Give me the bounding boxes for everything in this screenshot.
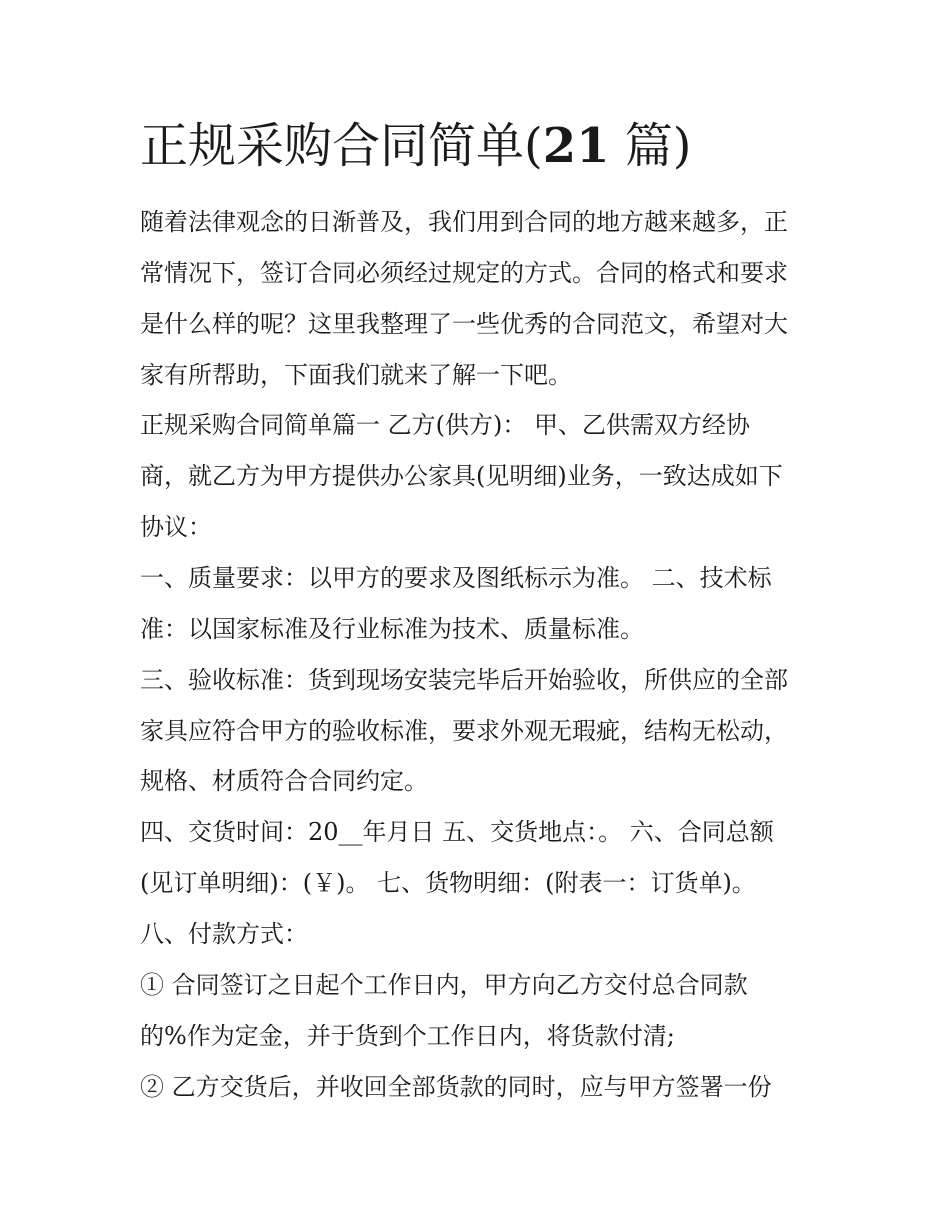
body-line: 是什么样的呢？这里我整理了一些优秀的合同范文，希望对大 xyxy=(140,310,788,338)
title-prefix: 正规采购合同简单( xyxy=(140,118,543,174)
document-title xyxy=(140,116,692,176)
body-line: 随着法律观念的日渐普及，我们用到合同的地方越来越多，正 xyxy=(140,208,788,236)
title-number: 21 xyxy=(542,118,610,174)
body-line: 家有所帮助，下面我们就来了解一下吧。 xyxy=(140,361,572,389)
body-line: 商，就乙方为甲方提供办公家具(见明细)业务，一致达成如下 xyxy=(140,462,783,490)
body-line: 常情况下，签订合同必须经过规定的方式。合同的格式和要求 xyxy=(140,259,788,287)
body-line: 协议： xyxy=(140,513,212,541)
body-line: (见订单明细)：(￥)。 七、货物明细：(附表一：订货单)。 xyxy=(140,869,756,897)
body-line: ② 乙方交货后，并收回全部货款的同时，应与甲方签署一份 xyxy=(140,1073,772,1101)
body-line: 三、验收标准：货到现场安装完毕后开始验收，所供应的全部 xyxy=(140,666,788,694)
body-line: 家具应符合甲方的验收标准，要求外观无瑕疵，结构无松动， xyxy=(140,717,788,745)
body-line: 八、付款方式： xyxy=(140,920,308,948)
body-line: 正规采购合同简单篇一 乙方(供方)： 甲、乙供需双方经协 xyxy=(140,411,750,439)
body-line: 一、质量要求：以甲方的要求及图纸标示为准。 二、技术标 xyxy=(140,564,772,592)
body-line: 四、交货时间：20__年月日 五、交货地点：。 六、合同总额 xyxy=(140,818,774,846)
body-line: 准：以国家标准及行业标准为技术、质量标准。 xyxy=(140,615,644,643)
title-suffix: 篇) xyxy=(609,118,692,174)
body-line: ① 合同签订之日起个工作日内，甲方向乙方交付总合同款 xyxy=(140,971,748,999)
body-line: 规格、材质符合合同约定。 xyxy=(140,767,428,795)
body-line: 的%作为定金，并于货到个工作日内，将货款付清; xyxy=(140,1022,675,1050)
